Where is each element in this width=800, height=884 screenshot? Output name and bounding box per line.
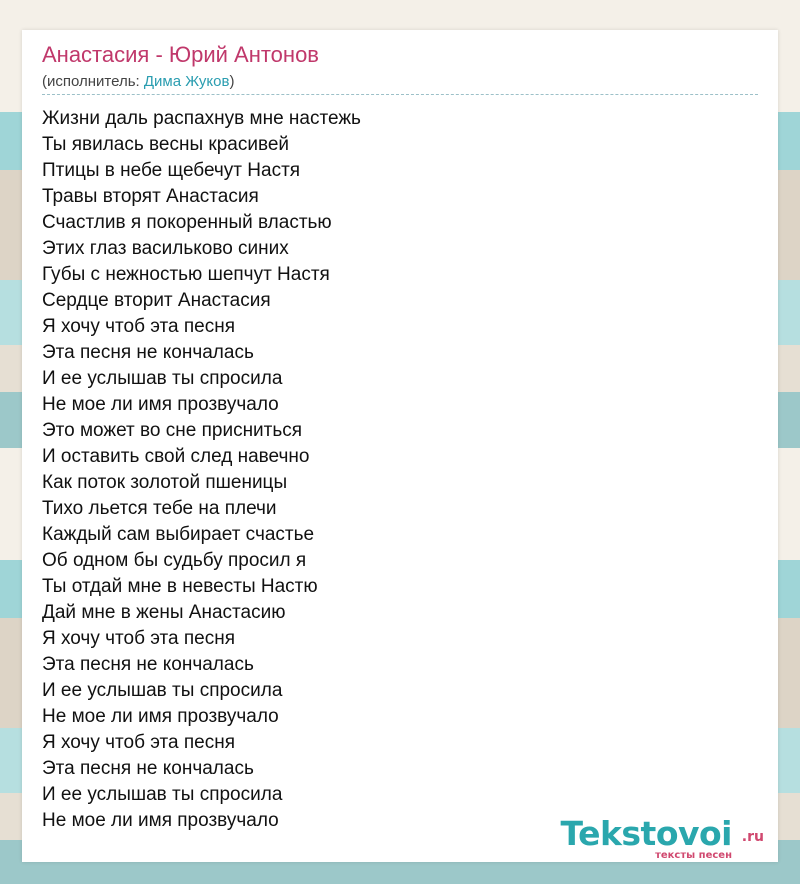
lyric-line: Жизни даль распахнув мне настежь [42,108,361,129]
lyric-line: Губы с нежностью шепчут Настя [42,264,330,285]
lyric-line: Я хочу чтоб эта песня [42,628,235,649]
lyric-line: Птицы в небе щебечут Настя [42,160,301,181]
lyric-line: И ее услышав ты спросила [42,784,283,805]
song-title: Анастасия - Юрий Антонов [42,42,319,67]
lyric-line: Эта песня не кончалась [42,758,254,779]
lyric-line: Не мое ли имя прозвучало [42,394,279,415]
lyric-line: Как поток золотой пшеницы [42,472,288,493]
logo-tagline: тексты песен [655,850,732,861]
logo-tld: .ru [741,829,764,845]
lyric-line: Я хочу чтоб эта песня [42,732,235,753]
lyric-line: Я хочу чтоб эта песня [42,316,235,337]
logo-wordmark: Tekstovoi [560,814,732,853]
divider [42,94,758,95]
lyric-line: Ты отдай мне в невесты Настю [42,576,318,597]
lyric-line: Не мое ли имя прозвучало [42,810,279,831]
tekstovoi-logo[interactable] [560,814,770,862]
lyric-line: Эта песня не кончалась [42,342,254,363]
artist-prefix: (исполнитель: [42,73,144,90]
lyric-line: Сердце вторит Анастасия [42,290,271,311]
lyric-line: Каждый сам выбирает счастье [42,524,315,545]
lyric-line: Этих глаз васильково синих [42,238,289,259]
artist-suffix: ) [229,73,235,90]
lyric-line: Счастлив я покоренный властью [42,212,332,233]
lyric-line: И оставить свой след навечно [42,446,310,467]
lyric-line: Об одном бы судьбу просил я [42,550,307,571]
lyrics-list [42,106,361,834]
lyric-line: Травы вторят Анастасия [42,186,259,207]
lyric-line: И ее услышав ты спросила [42,368,283,389]
lyric-line: Это может во сне присниться [42,420,303,441]
lyrics-card [22,30,778,862]
lyric-line: Эта песня не кончалась [42,654,254,675]
lyric-line: Тихо льется тебе на плечи [42,498,277,519]
artist-line [42,73,234,90]
artist-link[interactable]: Дима Жуков [143,73,230,90]
lyric-line: И ее услышав ты спросила [42,680,283,701]
lyric-line: Дай мне в жены Анастасию [42,602,286,623]
lyric-line: Ты явилась весны красивей [42,134,290,155]
lyric-line: Не мое ли имя прозвучало [42,706,279,727]
